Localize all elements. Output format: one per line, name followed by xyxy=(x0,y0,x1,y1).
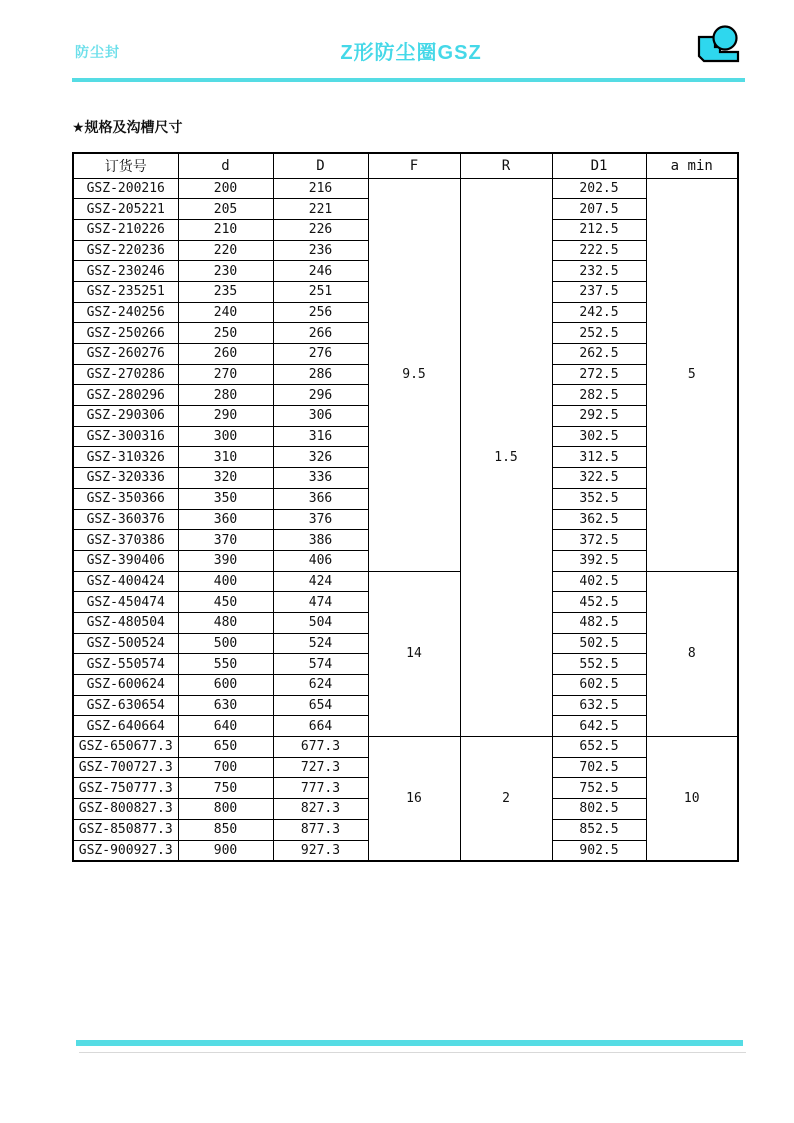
cell-D1: 272.5 xyxy=(552,364,646,385)
cell-D1: 302.5 xyxy=(552,426,646,447)
cell-d: 240 xyxy=(178,302,273,323)
cell-order-no: GSZ-220236 xyxy=(73,240,178,261)
cell-order-no: GSZ-210226 xyxy=(73,219,178,240)
cell-D1: 852.5 xyxy=(552,819,646,840)
cell-D: 376 xyxy=(273,509,368,530)
cell-D: 927.3 xyxy=(273,840,368,861)
cell-D: 474 xyxy=(273,592,368,613)
page-title: Z形防尘圈GSZ xyxy=(340,42,482,64)
cell-D1: 552.5 xyxy=(552,654,646,675)
cell-D: 306 xyxy=(273,406,368,427)
cell-order-no: GSZ-600624 xyxy=(73,675,178,696)
cell-order-no: GSZ-750777.3 xyxy=(73,778,178,799)
cell-D: 316 xyxy=(273,426,368,447)
cell-d: 270 xyxy=(178,364,273,385)
cell-D: 386 xyxy=(273,530,368,551)
cell-d: 450 xyxy=(178,592,273,613)
cell-order-no: GSZ-260276 xyxy=(73,344,178,365)
cell-D: 877.3 xyxy=(273,819,368,840)
cell-D1: 362.5 xyxy=(552,509,646,530)
cell-order-no: GSZ-235251 xyxy=(73,281,178,302)
cell-D1: 602.5 xyxy=(552,675,646,696)
cell-d: 200 xyxy=(178,178,273,199)
cell-D1: 642.5 xyxy=(552,716,646,737)
cell-order-no: GSZ-205221 xyxy=(73,199,178,220)
cell-D: 266 xyxy=(273,323,368,344)
cell-D: 236 xyxy=(273,240,368,261)
cell-a-min-merged: 5 xyxy=(646,178,738,571)
cell-d: 640 xyxy=(178,716,273,737)
cell-d: 400 xyxy=(178,571,273,592)
cell-F-merged: 9.5 xyxy=(368,178,460,571)
cell-R-merged: 2 xyxy=(460,737,552,861)
cell-D: 366 xyxy=(273,488,368,509)
column-header-a-min: a min xyxy=(646,153,738,178)
cell-D1: 482.5 xyxy=(552,612,646,633)
cell-d: 370 xyxy=(178,530,273,551)
cell-D: 654 xyxy=(273,695,368,716)
cell-order-no: GSZ-450474 xyxy=(73,592,178,613)
cell-d: 320 xyxy=(178,468,273,489)
cell-order-no: GSZ-900927.3 xyxy=(73,840,178,861)
cell-d: 235 xyxy=(178,281,273,302)
cell-order-no: GSZ-250266 xyxy=(73,323,178,344)
cell-D1: 282.5 xyxy=(552,385,646,406)
footer-shadow-line xyxy=(79,1052,746,1053)
cell-D1: 252.5 xyxy=(552,323,646,344)
cell-a-min-merged: 8 xyxy=(646,571,738,737)
column-header-f: F xyxy=(368,153,460,178)
cell-D: 664 xyxy=(273,716,368,737)
cell-D1: 652.5 xyxy=(552,737,646,758)
cell-D: 221 xyxy=(273,199,368,220)
cell-D: 727.3 xyxy=(273,757,368,778)
cell-order-no: GSZ-650677.3 xyxy=(73,737,178,758)
cell-order-no: GSZ-400424 xyxy=(73,571,178,592)
cell-d: 390 xyxy=(178,550,273,571)
column-header-order-no: 订货号 xyxy=(73,153,178,178)
cell-D: 296 xyxy=(273,385,368,406)
cell-d: 220 xyxy=(178,240,273,261)
cell-order-no: GSZ-630654 xyxy=(73,695,178,716)
spec-table-wrapper xyxy=(72,152,737,862)
cell-D: 216 xyxy=(273,178,368,199)
cell-D1: 392.5 xyxy=(552,550,646,571)
cell-d: 750 xyxy=(178,778,273,799)
cell-order-no: GSZ-240256 xyxy=(73,302,178,323)
cell-d: 280 xyxy=(178,385,273,406)
spec-table xyxy=(72,152,739,862)
seal-logo-icon xyxy=(694,19,744,69)
table-row xyxy=(73,178,738,199)
cell-D1: 237.5 xyxy=(552,281,646,302)
cell-order-no: GSZ-370386 xyxy=(73,530,178,551)
column-header-r: R xyxy=(460,153,552,178)
cell-D1: 452.5 xyxy=(552,592,646,613)
cell-D: 256 xyxy=(273,302,368,323)
cell-D1: 222.5 xyxy=(552,240,646,261)
cell-D1: 232.5 xyxy=(552,261,646,282)
cell-order-no: GSZ-360376 xyxy=(73,509,178,530)
cell-D1: 202.5 xyxy=(552,178,646,199)
cell-order-no: GSZ-800827.3 xyxy=(73,799,178,820)
cell-R-merged: 1.5 xyxy=(460,178,552,737)
cell-d: 350 xyxy=(178,488,273,509)
column-header-d1: D1 xyxy=(552,153,646,178)
cell-D1: 702.5 xyxy=(552,757,646,778)
category-label: 防尘封 xyxy=(75,44,120,60)
cell-order-no: GSZ-640664 xyxy=(73,716,178,737)
cell-d: 650 xyxy=(178,737,273,758)
cell-order-no: GSZ-270286 xyxy=(73,364,178,385)
cell-D1: 752.5 xyxy=(552,778,646,799)
cell-d: 900 xyxy=(178,840,273,861)
table-row xyxy=(73,737,738,758)
cell-D1: 902.5 xyxy=(552,840,646,861)
cell-order-no: GSZ-850877.3 xyxy=(73,819,178,840)
cell-D1: 212.5 xyxy=(552,219,646,240)
cell-D: 827.3 xyxy=(273,799,368,820)
column-header-d: D xyxy=(273,153,368,178)
cell-D: 424 xyxy=(273,571,368,592)
cell-order-no: GSZ-280296 xyxy=(73,385,178,406)
cell-order-no: GSZ-700727.3 xyxy=(73,757,178,778)
cell-d: 210 xyxy=(178,219,273,240)
cell-d: 310 xyxy=(178,447,273,468)
cell-D1: 322.5 xyxy=(552,468,646,489)
cell-d: 260 xyxy=(178,344,273,365)
cell-d: 630 xyxy=(178,695,273,716)
cell-d: 360 xyxy=(178,509,273,530)
cell-D: 777.3 xyxy=(273,778,368,799)
cell-D1: 292.5 xyxy=(552,406,646,427)
cell-d: 700 xyxy=(178,757,273,778)
cell-order-no: GSZ-500524 xyxy=(73,633,178,654)
cell-D1: 402.5 xyxy=(552,571,646,592)
cell-D1: 372.5 xyxy=(552,530,646,551)
section-title: ★规格及沟槽尺寸 xyxy=(72,119,183,135)
cell-D: 226 xyxy=(273,219,368,240)
cell-d: 205 xyxy=(178,199,273,220)
header-divider xyxy=(72,78,745,82)
cell-order-no: GSZ-230246 xyxy=(73,261,178,282)
footer-divider xyxy=(76,1040,743,1046)
table-header-row xyxy=(73,153,738,178)
cell-D: 286 xyxy=(273,364,368,385)
cell-d: 600 xyxy=(178,675,273,696)
cell-D1: 502.5 xyxy=(552,633,646,654)
cell-D1: 352.5 xyxy=(552,488,646,509)
cell-d: 250 xyxy=(178,323,273,344)
cell-D1: 312.5 xyxy=(552,447,646,468)
cell-D: 326 xyxy=(273,447,368,468)
cell-order-no: GSZ-300316 xyxy=(73,426,178,447)
cell-order-no: GSZ-310326 xyxy=(73,447,178,468)
cell-D: 574 xyxy=(273,654,368,675)
cell-a-min-merged: 10 xyxy=(646,737,738,861)
cell-d: 800 xyxy=(178,799,273,820)
column-header-d: d xyxy=(178,153,273,178)
cell-D: 251 xyxy=(273,281,368,302)
cell-F-merged: 14 xyxy=(368,571,460,737)
cell-D1: 207.5 xyxy=(552,199,646,220)
cell-D1: 802.5 xyxy=(552,799,646,820)
cell-order-no: GSZ-350366 xyxy=(73,488,178,509)
cell-D: 406 xyxy=(273,550,368,571)
cell-D: 276 xyxy=(273,344,368,365)
cell-order-no: GSZ-200216 xyxy=(73,178,178,199)
table-row xyxy=(73,571,738,592)
cell-D1: 242.5 xyxy=(552,302,646,323)
cell-d: 500 xyxy=(178,633,273,654)
cell-d: 230 xyxy=(178,261,273,282)
cell-d: 290 xyxy=(178,406,273,427)
cell-order-no: GSZ-550574 xyxy=(73,654,178,675)
cell-D1: 262.5 xyxy=(552,344,646,365)
cell-d: 300 xyxy=(178,426,273,447)
cell-order-no: GSZ-290306 xyxy=(73,406,178,427)
cell-D: 624 xyxy=(273,675,368,696)
cell-d: 480 xyxy=(178,612,273,633)
cell-D: 504 xyxy=(273,612,368,633)
cell-D: 336 xyxy=(273,468,368,489)
cell-D: 524 xyxy=(273,633,368,654)
cell-order-no: GSZ-480504 xyxy=(73,612,178,633)
cell-d: 850 xyxy=(178,819,273,840)
cell-d: 550 xyxy=(178,654,273,675)
cell-D: 677.3 xyxy=(273,737,368,758)
cell-order-no: GSZ-320336 xyxy=(73,468,178,489)
cell-D: 246 xyxy=(273,261,368,282)
cell-order-no: GSZ-390406 xyxy=(73,550,178,571)
cell-D1: 632.5 xyxy=(552,695,646,716)
cell-F-merged: 16 xyxy=(368,737,460,861)
